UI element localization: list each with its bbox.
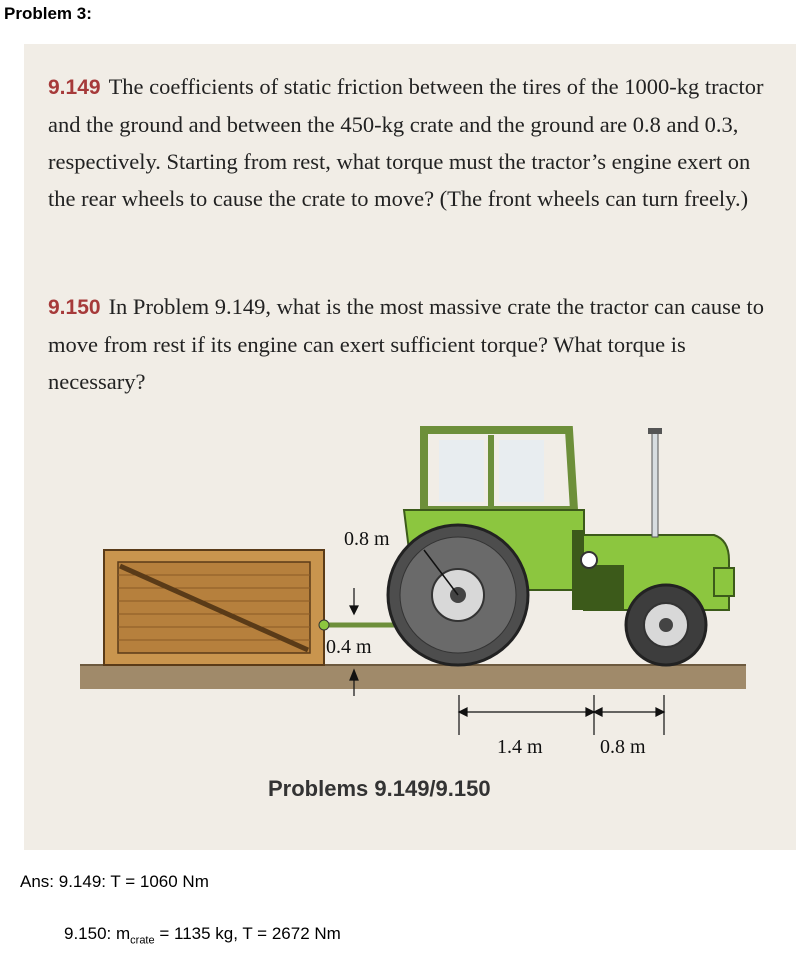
answer-9-149: Ans: 9.149: T = 1060 Nm [20,872,209,891]
answer-9-150 [64,924,341,946]
problem-9-149 [48,68,778,217]
figure-drawing [24,400,796,780]
crate [104,550,324,665]
dim-hitch-height: 0.4 m [326,636,372,658]
dim-cg-to-front: 0.8 m [600,736,646,758]
problem-9-150 [48,288,778,400]
answer-suffix: = 1135 kg, T = 2672 Nm [154,924,341,943]
answer-subscript: crate [130,934,155,947]
page-header: Problem 3: [4,4,92,23]
rear-wheel [388,525,528,665]
problem-number: 9.150 [48,296,101,319]
figure-caption: Problems 9.149/9.150 [268,776,491,801]
tractor-crate-figure [24,400,796,785]
dim-cg-to-rear: 1.4 m [497,736,543,758]
ground [80,665,746,689]
dim-wheel-radius: 0.8 m [344,528,390,550]
front-wheel [626,585,706,665]
problem-number: 9.149 [48,76,101,99]
problem-text: In Problem 9.149, what is the most massive crate the tractor can cause to move from rest if its engine can exert sufficient torque? What torque is necessary? [48,294,764,394]
problem-text: The coefficients of static friction between the tires of the 1000-kg tractor and the ground and between the 450-kg crate and the ground are 0.8 and 0.3, respectively. Starting from rest, what torque must the tractor’s engine exert on the rear wheels to cause the crate to move? (The front wheels can turn freely.) [48,74,764,211]
answer-prefix: 9.150: m [64,924,131,943]
